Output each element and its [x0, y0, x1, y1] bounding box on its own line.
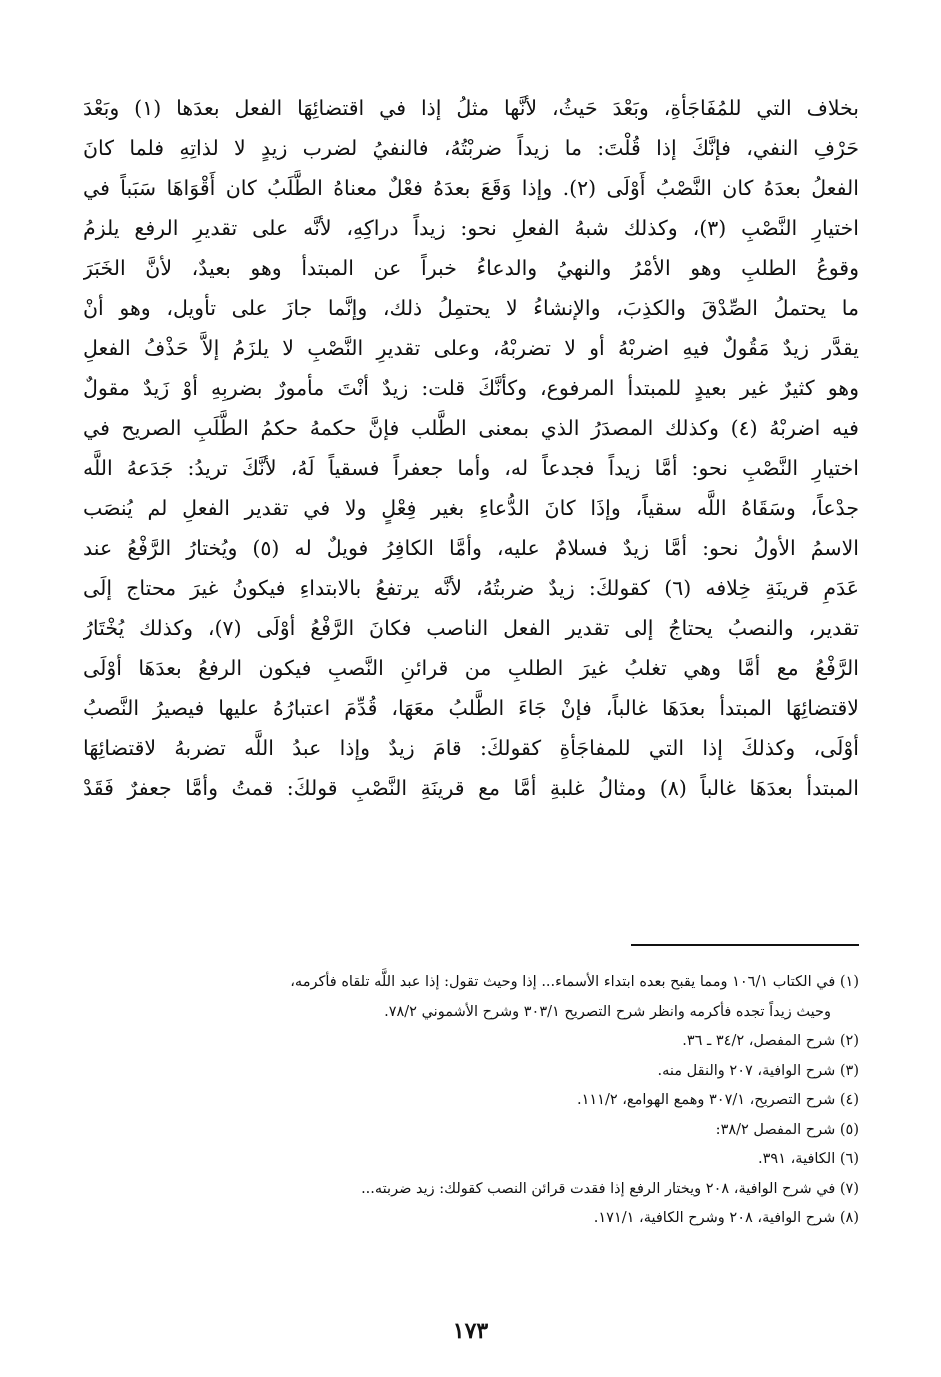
- text-line: بخلاف التي للمُفَاجَأةِ، وبَعْدَ حَيثُ، لأنَّها مثلُ إذا في اقتضائِهَا الفعل بعدَها (١) وبَعْدَ: [83, 96, 859, 120]
- footnote: (٧) في شرح الوافية، ٢٠٨ ويختار الرفع إذا فقدت قرائن النصب كقولك: زيد ضربته...: [361, 1180, 859, 1197]
- text-line: وهو كثيرٌ غير بعيدٍ للمبتدأ المرفوع، وكأنَّكَ قلت: زيدٌ أنْتَ مأمورٌ بضربِهِ أوْ زَيدٌ مقولٌ: [83, 376, 859, 400]
- footnote: (٦) الكافية، ٣٩١.: [758, 1151, 859, 1167]
- footnotes: [83, 968, 859, 1234]
- main-text: [83, 88, 859, 808]
- text-line: ما يحتملُ الصِّدْقَ والكذِبَ، والإنشاءُ لا يحتمِلُ ذلك، وإنَّما جازَ على تأويل، وهو أنْ: [83, 296, 859, 320]
- footnote: (٣) شرح الوافية، ٢٠٧ والنقل منه.: [657, 1062, 859, 1079]
- text-line: يقدَّر زيدٌ مَقُولٌ فيهِ اضربْهُ أو لا تضربْهُ، وعلى تقديرِ النَّصْبِ لا يلزَمُ إلاَّ حَذْفُ الفعلِ: [83, 336, 859, 360]
- text-line: الرَّفْعُ مع أمَّا وهي تغلبُ غيرَ الطلبِ من قرائنِ النَّصبِ فيكون الرفعُ بعدَهَا أوْلَى: [83, 656, 859, 680]
- text-line: فيه اضربْهُ (٤) وكذلك المصدَرُ الذي بمعنى الطَّلب فإنَّ حكمهُ حكمُ الطَّلَبِ الصريح في: [83, 416, 859, 440]
- text-line: أوْلَى، وكذلكَ إذا التي للمفاجَأةِ كقولكَ: قامَ زيدٌ وإذا عبدُ اللَّه تضربهُ لاقتضائِهَا: [83, 736, 859, 760]
- text-line: الاسمُ الأولُ نحو: أمَّا زيدٌ فسلامٌ عليه، وأمَّا الكافِرُ فويلٌ له (٥) ويُختارُ الرَّفْعُ عند: [83, 536, 859, 560]
- footnote-continuation: وحيث زيداً تجده فأكرمه وانظر شرح التصريح ٣٠٣/١ وشرح الأشموني ٧٨/٢.: [384, 1003, 831, 1020]
- page-number: ١٧٣: [452, 1318, 489, 1344]
- footnote: (٨) شرح الوافية، ٢٠٨ وشرح الكافية، ١٧١/١.: [593, 1210, 859, 1226]
- text-line: المبتدأ بعدَهَا غالباً (٨) ومثالُ غلبةِ أمَّا مع قرينَةِ النَّصْبِ قولكَ: قمتُ وأمَّا جعفرٌ فَقَدْ: [83, 776, 859, 800]
- text-line: لاقتضائِهَا المبتدأ بعدَهَا غالباً، فإنْ جَاءَ الطَّلبُ معَهَا، قُدِّمَ اعتبارُهُ عليها فيصيرُ النَّصبُ: [83, 696, 859, 720]
- text-line: حَرْفِ النفي، فإنَّكَ إذا قُلْتَ: ما زيداً ضربْتُهُ، فالنفيُ لضرب زيدٍ لا لذاتِهِ فلما كانَ: [83, 136, 859, 160]
- text-line: اختيارِ النَّصْبِ نحو: أمَّا زيداً فجدعاً له، وأما جعفراً فسقياً لَهُ، لأنَّكَ تريدُ: جَدَعهُ اللَّه: [83, 456, 859, 480]
- text-line: عَدَمِ قرينَةِ خِلافه (٦) كقولكَ: زيدٌ ضربتُهُ، لأنَّه يرتفعُ بالابتداءِ فيكونُ غيرَ محتاج إلَى: [83, 576, 859, 600]
- footnote: (٢) شرح المفصل، ٣٤/٢ ـ ٣٦.: [682, 1033, 859, 1049]
- footnote-divider: [631, 944, 859, 946]
- text-line: وقوعُ الطلبِ وهو الأمْرُ والنهيُ والدعاءُ خبراً عن المبتدأ وهو بعيدٌ، لأنَّ الخَبَرَ: [83, 256, 859, 280]
- text-line: الفعلُ بعدَهُ كان النَّصْبُ أَوْلَى (٢). وإذا وَقَعَ بعدَهُ فعْلٌ معناهُ الطَّلَبُ كان أَقْوَاهَا سَبَباً في: [83, 176, 859, 200]
- text-line: جدْعاً، وسَقَاهُ اللَّه سقياً، وإذَا كانَ الدُّعاءِ بغير فِعْلٍ ولا في تقدير الفعلِ لم يُنصَب: [83, 496, 859, 520]
- text-line: اختيارِ النَّصْبِ (٣)، وكذلك شبهُ الفعلِ نحو: زيداً دراكِهِ، لأنَّه على تقديرِ الرفع يلزمُ: [83, 216, 859, 240]
- text-line: تقدير، والنصبُ يحتاجُ إلى تقدير الفعل الناصب فكانَ الرَّفْعُ أوْلَى (٧)، وكذلك يُخْتَارُ: [83, 616, 859, 640]
- footnote: (٤) شرح التصريح، ٣٠٧/١ وهمع الهوامع، ١١١/٢.: [576, 1092, 859, 1108]
- footnote: (٥) شرح المفصل ٣٨/٢:: [715, 1121, 859, 1138]
- footnote: (١) في الكتاب ١٠٦/١ ومما يقبح بعده ابتداء الأسماء... إذا وحيث تقول: إذا عبد اللَّه تلقاه فأكرمه،: [290, 974, 859, 990]
